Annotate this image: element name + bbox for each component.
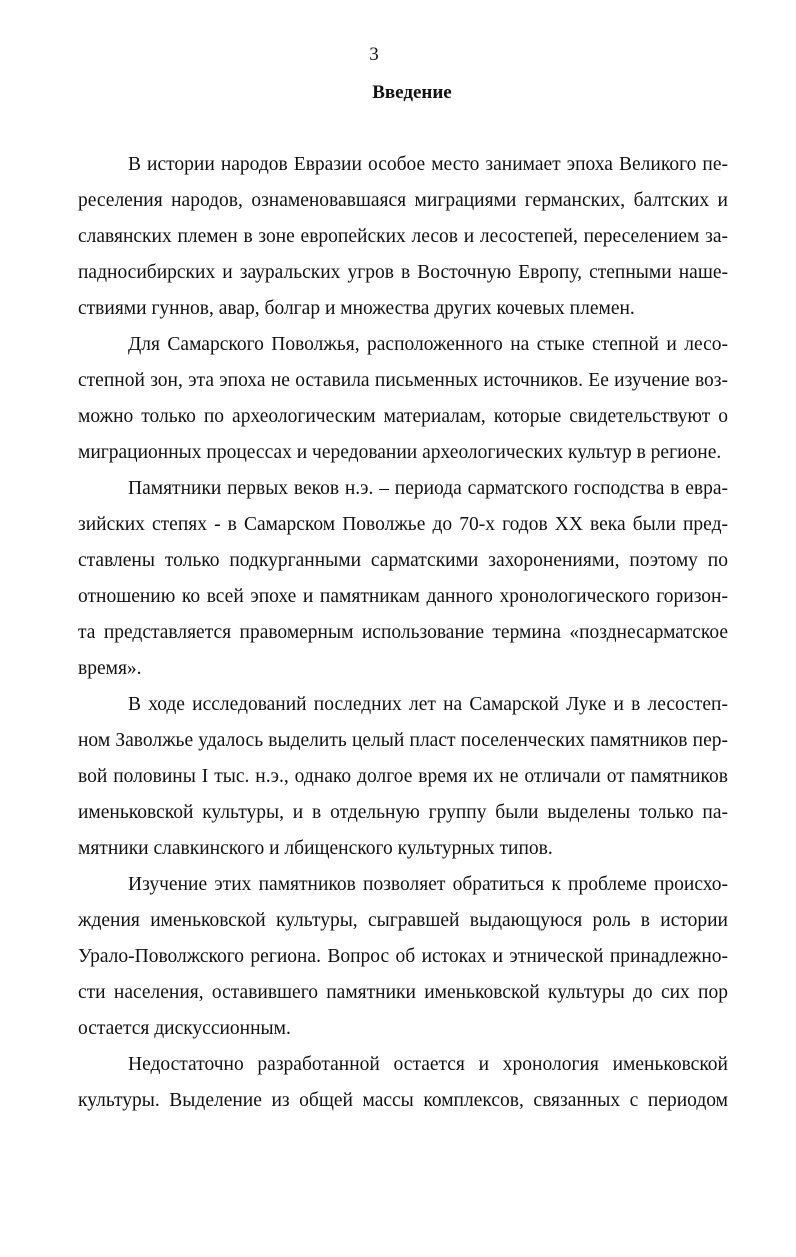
text-line: время». [78,658,142,679]
text-line: мятники славкинского и лбищенского культурных типов. [78,838,553,859]
text-line: Для Самарского Поволжья, расположенного на стыке степной и лесо- [128,334,728,355]
text-line: вой половины I тыс. н.э., однако долгое время их не отличали от памятников [78,766,728,787]
text-line: В истории народов Евразии особое место занимает эпоха Великого пе- [128,154,728,175]
text-line: Урало-Поволжского региона. Вопрос об истоках и этнической принадлежно- [78,946,728,967]
text-line: ждения именьковской культуры, сыгравшей выдающуюся роль в истории [78,910,728,931]
text-line: Изучение этих памятников позволяет обратиться к проблеме происхо- [128,874,728,895]
page-title: Введение [372,82,452,103]
text-line: та представляется правомерным использование термина «позднесарматское [78,622,728,643]
text-line: можно только по археологическим материалам, которые свидетельствуют о [78,406,728,427]
text-line: сти населения, оставившего памятники именьковской культуры до сих пор [78,982,728,1003]
text-line: Памятники первых веков н.э. – периода сарматского господства в евра- [128,478,728,499]
text-line: славянских племен в зоне европейских лесов и лесостепей, переселением за- [78,226,728,247]
text-line: В ходе исследований последних лет на Самарской Луке и в лесостеп- [128,694,728,715]
text-line: ствиями гуннов, авар, болгар и множества других кочевых племен. [78,298,635,319]
text-line: именьковской культуры, и в отдельную группу были выделены только па- [78,802,728,823]
text-line: Недостаточно разработанной остается и хронология именьковской [128,1054,728,1075]
text-line: остается дискуссионным. [78,1018,291,1039]
text-line: ставлены только подкурганными сарматскими захоронениями, поэтому по [78,550,728,571]
text-line: реселения народов, ознаменовавшаяся миграциями германских, балтских и [78,190,728,211]
text-line: отношению ко всей эпохе и памятникам данного хронологического горизон- [78,586,728,607]
text-line: зийских степях - в Самарском Поволжье до 70-х годов XX века были пред- [78,514,728,535]
text-line: степной зон, эта эпоха не оставила письменных источников. Ее изучение воз- [78,370,728,391]
text-line: ном Заволжье удалось выделить целый пласт поселенческих памятников пер- [78,730,728,751]
page-number: 3 [369,44,379,65]
text-line: падносибирских и зауральских угров в Восточную Европу, степными наше- [78,262,728,283]
text-line: культуры. Выделение из общей массы комплексов, связанных с периодом [78,1090,728,1111]
text-line: миграционных процессах и чередовании археологических культур в регионе. [78,442,722,463]
